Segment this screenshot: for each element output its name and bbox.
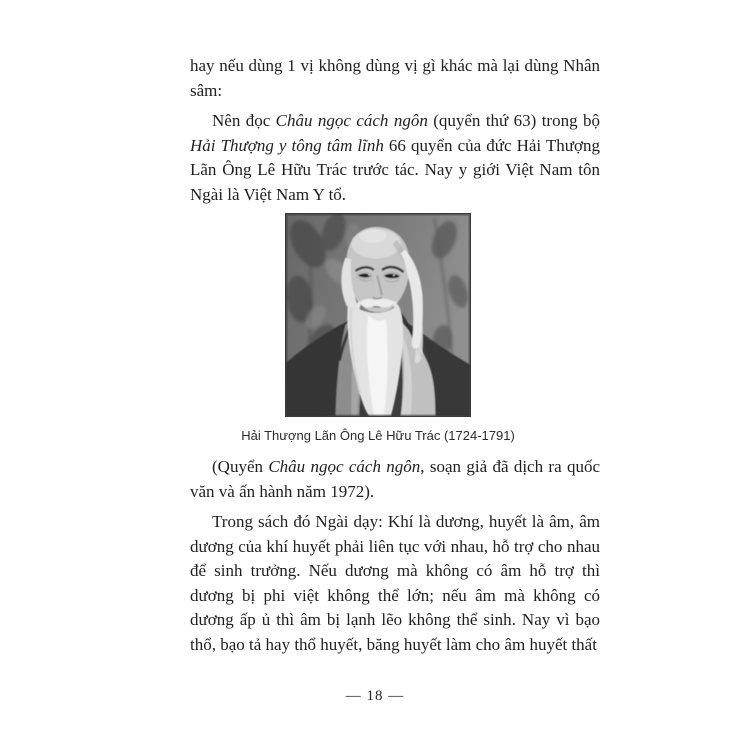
portrait-painting bbox=[286, 214, 470, 416]
figure-caption: Hải Thượng Lãn Ông Lê Hữu Trác (1724-1791) bbox=[241, 428, 515, 443]
paragraph bbox=[190, 54, 600, 103]
text-run: Châu ngọc cách ngôn bbox=[275, 111, 428, 130]
page-number: — 18 — bbox=[345, 688, 405, 704]
text-run: 66 quyển của đức Hải Thượng Lãn Ông Lê Hữu Trác trước tác. Nay y giới Việt Nam tôn Ngài là Việt Nam Y tổ. bbox=[190, 135, 600, 204]
text-run: Hải Thượng y tông tâm lĩnh bbox=[190, 135, 384, 155]
paragraph bbox=[190, 510, 600, 657]
text-run: Châu ngọc cách ngôn bbox=[268, 457, 421, 476]
portrait-image bbox=[285, 213, 471, 417]
text-run: Nên đọc bbox=[212, 111, 276, 130]
paragraph bbox=[190, 109, 600, 207]
text-run: (quyển thứ 63) trong bộ bbox=[427, 111, 600, 130]
text-run: Trong sách đó Ngài dạy: Khí là dương, huyết là âm, âm dương của khí huyết phải liên tục với nhau, hỗ trợ cho nhau để sinh trưởng. Nếu dương mà không có âm hỗ trợ thì dương bị phi việt không thể lớn; nếu âm mà không có dương ấp ủ thì âm bị lạnh lẽo không thể sinh. Nay vì bạo thổ, bạo tả hay thổ huyết, băng huyết làm cho âm huyết thất bbox=[190, 512, 600, 654]
portrait-figure bbox=[241, 213, 515, 443]
text-run: , soạn giả đã dịch ra quốc văn và ấn hành năm 1972). bbox=[190, 457, 600, 501]
body-text-bottom bbox=[190, 455, 600, 657]
text-run: hay nếu dùng 1 vị không dùng vị gì khác mà lại dùng Nhân sâm: bbox=[190, 56, 600, 100]
text-run: (Quyển bbox=[212, 457, 269, 476]
text-column bbox=[190, 54, 600, 663]
paragraph bbox=[190, 455, 600, 504]
body-text-top bbox=[190, 54, 600, 207]
